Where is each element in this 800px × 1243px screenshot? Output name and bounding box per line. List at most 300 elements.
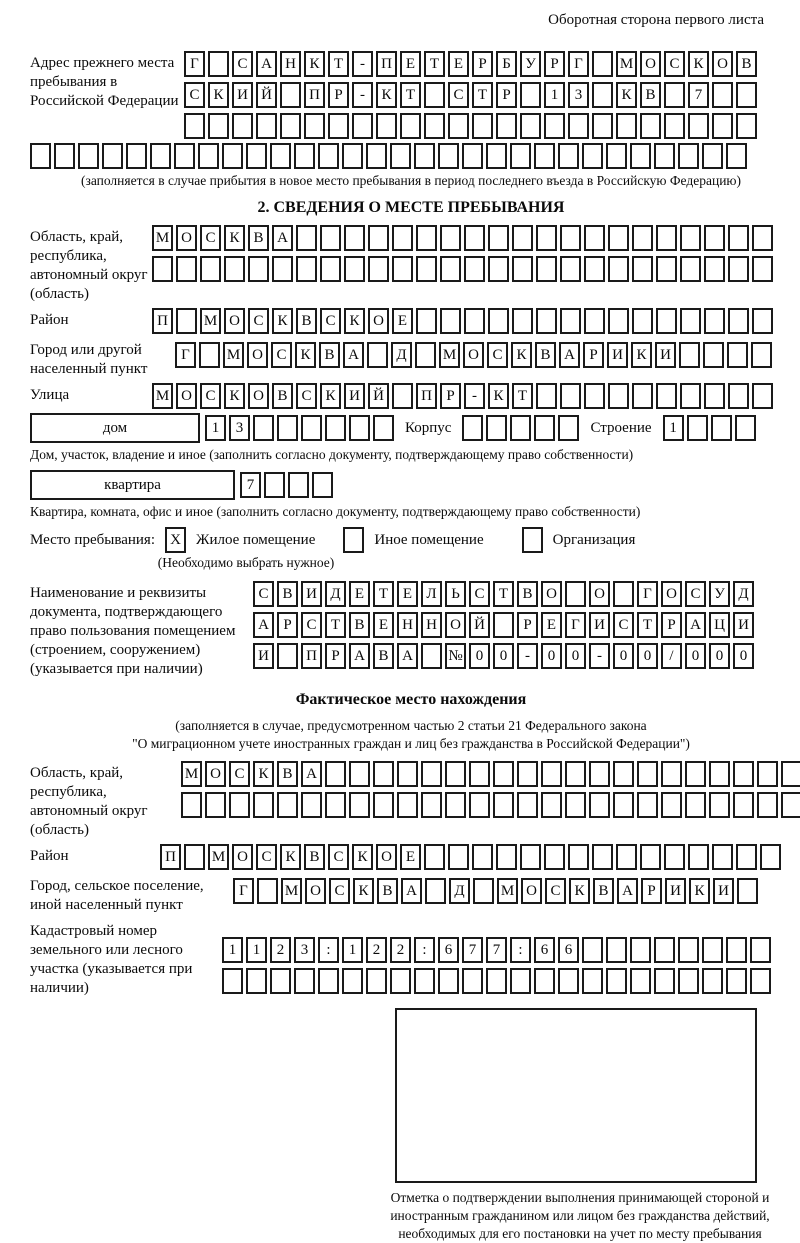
char-cell[interactable] xyxy=(301,792,322,818)
char-cell[interactable]: 1 xyxy=(342,937,363,963)
char-cell[interactable]: К xyxy=(376,82,397,108)
char-cell[interactable] xyxy=(616,844,637,870)
char-cell[interactable] xyxy=(703,342,724,368)
char-cell[interactable]: К xyxy=(253,761,274,787)
char-cell[interactable]: С xyxy=(200,225,221,251)
char-cell[interactable]: А xyxy=(343,342,364,368)
char-cell[interactable]: 3 xyxy=(229,415,250,441)
char-cell[interactable] xyxy=(736,82,757,108)
char-cell[interactable] xyxy=(584,383,605,409)
char-cell[interactable]: М xyxy=(200,308,221,334)
char-cell[interactable] xyxy=(277,643,298,669)
char-cell[interactable] xyxy=(199,342,220,368)
char-cell[interactable] xyxy=(709,792,730,818)
char-cell[interactable]: В xyxy=(373,643,394,669)
char-cell[interactable]: С xyxy=(296,383,317,409)
char-cell[interactable]: Й xyxy=(469,612,490,638)
char-cell[interactable] xyxy=(679,342,700,368)
char-cell[interactable] xyxy=(751,342,772,368)
char-cell[interactable]: О xyxy=(521,878,542,904)
char-cell[interactable] xyxy=(757,761,778,787)
char-cell[interactable]: 0 xyxy=(493,643,514,669)
char-cell[interactable] xyxy=(584,256,605,282)
char-cell[interactable] xyxy=(368,225,389,251)
char-cell[interactable]: В xyxy=(640,82,661,108)
char-cell[interactable]: Т xyxy=(328,51,349,77)
char-cell[interactable] xyxy=(424,82,445,108)
char-cell[interactable]: К xyxy=(224,225,245,251)
char-cell[interactable] xyxy=(606,937,627,963)
char-cell[interactable] xyxy=(464,308,485,334)
char-cell[interactable]: С xyxy=(229,761,250,787)
char-cell[interactable]: М xyxy=(439,342,460,368)
char-cell[interactable]: С xyxy=(328,844,349,870)
char-cell[interactable]: А xyxy=(401,878,422,904)
char-cell[interactable] xyxy=(536,256,557,282)
char-cell[interactable]: Г xyxy=(568,51,589,77)
char-cell[interactable]: М xyxy=(208,844,229,870)
char-cell[interactable] xyxy=(272,256,293,282)
char-cell[interactable]: О xyxy=(661,581,682,607)
char-cell[interactable]: В xyxy=(319,342,340,368)
char-cell[interactable] xyxy=(366,143,387,169)
char-cell[interactable] xyxy=(246,968,267,994)
char-cell[interactable]: № xyxy=(445,643,466,669)
char-cell[interactable] xyxy=(54,143,75,169)
char-cell[interactable]: С xyxy=(487,342,508,368)
char-cell[interactable] xyxy=(640,113,661,139)
char-cell[interactable] xyxy=(126,143,147,169)
char-cell[interactable]: А xyxy=(301,761,322,787)
char-cell[interactable]: Р xyxy=(277,612,298,638)
char-cell[interactable] xyxy=(352,113,373,139)
stay-type-checkbox-zhiloe[interactable]: X xyxy=(165,527,186,553)
char-cell[interactable] xyxy=(397,761,418,787)
char-cell[interactable] xyxy=(342,968,363,994)
char-cell[interactable] xyxy=(656,256,677,282)
char-cell[interactable]: : xyxy=(414,937,435,963)
char-cell[interactable]: И xyxy=(665,878,686,904)
char-cell[interactable] xyxy=(656,308,677,334)
char-cell[interactable] xyxy=(613,792,634,818)
char-cell[interactable]: В xyxy=(377,878,398,904)
char-cell[interactable] xyxy=(678,968,699,994)
char-cell[interactable] xyxy=(277,415,298,441)
char-cell[interactable]: Н xyxy=(421,612,442,638)
char-cell[interactable] xyxy=(589,761,610,787)
char-cell[interactable]: К xyxy=(272,308,293,334)
char-cell[interactable] xyxy=(630,143,651,169)
char-cell[interactable] xyxy=(632,308,653,334)
char-cell[interactable]: С xyxy=(253,581,274,607)
char-cell[interactable]: М xyxy=(223,342,244,368)
char-cell[interactable] xyxy=(416,308,437,334)
char-cell[interactable] xyxy=(296,256,317,282)
char-cell[interactable] xyxy=(680,225,701,251)
char-cell[interactable] xyxy=(534,143,555,169)
char-cell[interactable]: Б xyxy=(496,51,517,77)
char-cell[interactable] xyxy=(630,968,651,994)
char-cell[interactable]: Е xyxy=(541,612,562,638)
char-cell[interactable]: Т xyxy=(400,82,421,108)
char-cell[interactable]: М xyxy=(152,225,173,251)
char-cell[interactable]: Т xyxy=(512,383,533,409)
char-cell[interactable] xyxy=(294,143,315,169)
char-cell[interactable] xyxy=(709,761,730,787)
char-cell[interactable]: 2 xyxy=(390,937,411,963)
char-cell[interactable] xyxy=(656,383,677,409)
char-cell[interactable]: К xyxy=(353,878,374,904)
char-cell[interactable] xyxy=(462,415,483,441)
char-cell[interactable]: Е xyxy=(392,308,413,334)
char-cell[interactable]: 7 xyxy=(462,937,483,963)
char-cell[interactable]: К xyxy=(320,383,341,409)
char-cell[interactable]: А xyxy=(253,612,274,638)
char-cell[interactable] xyxy=(510,968,531,994)
char-cell[interactable]: С xyxy=(664,51,685,77)
char-cell[interactable] xyxy=(152,256,173,282)
char-cell[interactable]: - xyxy=(517,643,538,669)
char-cell[interactable]: 7 xyxy=(486,937,507,963)
char-cell[interactable]: Ь xyxy=(445,581,466,607)
char-cell[interactable]: Р xyxy=(496,82,517,108)
char-cell[interactable]: Е xyxy=(448,51,469,77)
char-cell[interactable]: 7 xyxy=(688,82,709,108)
char-cell[interactable] xyxy=(536,383,557,409)
char-cell[interactable] xyxy=(205,792,226,818)
char-cell[interactable]: - xyxy=(352,82,373,108)
char-cell[interactable] xyxy=(750,937,771,963)
char-cell[interactable] xyxy=(325,761,346,787)
char-cell[interactable]: О xyxy=(712,51,733,77)
char-cell[interactable] xyxy=(78,143,99,169)
char-cell[interactable] xyxy=(661,792,682,818)
char-cell[interactable] xyxy=(606,143,627,169)
char-cell[interactable]: О xyxy=(368,308,389,334)
char-cell[interactable] xyxy=(200,256,221,282)
char-cell[interactable] xyxy=(198,143,219,169)
char-cell[interactable]: Н xyxy=(397,612,418,638)
char-cell[interactable]: С xyxy=(329,878,350,904)
char-cell[interactable]: Т xyxy=(325,612,346,638)
char-cell[interactable]: К xyxy=(344,308,365,334)
char-cell[interactable]: О xyxy=(224,308,245,334)
char-cell[interactable]: И xyxy=(232,82,253,108)
char-cell[interactable] xyxy=(176,256,197,282)
char-cell[interactable] xyxy=(320,225,341,251)
char-cell[interactable] xyxy=(229,792,250,818)
char-cell[interactable] xyxy=(760,844,781,870)
char-cell[interactable]: 0 xyxy=(685,643,706,669)
char-cell[interactable] xyxy=(544,844,565,870)
char-cell[interactable] xyxy=(349,415,370,441)
char-cell[interactable]: - xyxy=(589,643,610,669)
char-cell[interactable]: М xyxy=(152,383,173,409)
char-cell[interactable] xyxy=(592,844,613,870)
char-cell[interactable] xyxy=(736,844,757,870)
char-cell[interactable] xyxy=(392,225,413,251)
char-cell[interactable] xyxy=(568,113,589,139)
char-cell[interactable]: Р xyxy=(544,51,565,77)
char-cell[interactable]: О xyxy=(376,844,397,870)
char-cell[interactable] xyxy=(253,415,274,441)
char-cell[interactable] xyxy=(488,225,509,251)
char-cell[interactable] xyxy=(687,415,708,441)
char-cell[interactable]: О xyxy=(541,581,562,607)
char-cell[interactable] xyxy=(349,792,370,818)
char-cell[interactable] xyxy=(728,308,749,334)
char-cell[interactable] xyxy=(373,792,394,818)
char-cell[interactable]: О xyxy=(176,383,197,409)
char-cell[interactable] xyxy=(512,225,533,251)
char-cell[interactable] xyxy=(752,383,773,409)
char-cell[interactable]: 0 xyxy=(637,643,658,669)
char-cell[interactable] xyxy=(208,113,229,139)
char-cell[interactable] xyxy=(541,792,562,818)
char-cell[interactable]: И xyxy=(344,383,365,409)
char-cell[interactable]: - xyxy=(352,51,373,77)
char-cell[interactable] xyxy=(440,256,461,282)
stay-type-checkbox-org[interactable] xyxy=(522,527,543,553)
char-cell[interactable]: А xyxy=(272,225,293,251)
char-cell[interactable]: 1 xyxy=(544,82,565,108)
char-cell[interactable] xyxy=(288,472,309,498)
char-cell[interactable] xyxy=(728,225,749,251)
char-cell[interactable] xyxy=(318,143,339,169)
char-cell[interactable] xyxy=(560,308,581,334)
char-cell[interactable] xyxy=(415,342,436,368)
char-cell[interactable] xyxy=(632,225,653,251)
char-cell[interactable]: К xyxy=(688,51,709,77)
char-cell[interactable] xyxy=(462,143,483,169)
char-cell[interactable] xyxy=(544,113,565,139)
char-cell[interactable] xyxy=(750,968,771,994)
char-cell[interactable] xyxy=(737,878,758,904)
char-cell[interactable] xyxy=(534,968,555,994)
char-cell[interactable]: В xyxy=(277,761,298,787)
char-cell[interactable] xyxy=(520,82,541,108)
char-cell[interactable]: Н xyxy=(280,51,301,77)
char-cell[interactable]: Р xyxy=(328,82,349,108)
char-cell[interactable] xyxy=(678,937,699,963)
char-cell[interactable]: В xyxy=(248,225,269,251)
char-cell[interactable] xyxy=(616,113,637,139)
char-cell[interactable] xyxy=(541,761,562,787)
char-cell[interactable] xyxy=(373,415,394,441)
char-cell[interactable] xyxy=(510,415,531,441)
char-cell[interactable]: П xyxy=(152,308,173,334)
char-cell[interactable]: В xyxy=(296,308,317,334)
char-cell[interactable] xyxy=(661,761,682,787)
char-cell[interactable]: А xyxy=(685,612,706,638)
char-cell[interactable]: М xyxy=(281,878,302,904)
char-cell[interactable]: 0 xyxy=(469,643,490,669)
char-cell[interactable] xyxy=(472,113,493,139)
char-cell[interactable] xyxy=(445,761,466,787)
char-cell[interactable]: М xyxy=(181,761,202,787)
char-cell[interactable] xyxy=(565,792,586,818)
char-cell[interactable] xyxy=(257,878,278,904)
char-cell[interactable]: О xyxy=(248,383,269,409)
char-cell[interactable]: Р xyxy=(583,342,604,368)
char-cell[interactable]: С xyxy=(301,612,322,638)
char-cell[interactable] xyxy=(656,225,677,251)
char-cell[interactable]: 2 xyxy=(270,937,291,963)
char-cell[interactable] xyxy=(102,143,123,169)
char-cell[interactable]: К xyxy=(280,844,301,870)
char-cell[interactable] xyxy=(368,256,389,282)
char-cell[interactable] xyxy=(414,143,435,169)
char-cell[interactable] xyxy=(592,82,613,108)
char-cell[interactable] xyxy=(704,383,725,409)
char-cell[interactable] xyxy=(392,383,413,409)
char-cell[interactable] xyxy=(584,308,605,334)
char-cell[interactable] xyxy=(534,415,555,441)
char-cell[interactable]: И xyxy=(589,612,610,638)
char-cell[interactable]: Д xyxy=(391,342,412,368)
char-cell[interactable] xyxy=(685,761,706,787)
char-cell[interactable] xyxy=(296,225,317,251)
char-cell[interactable]: Р xyxy=(517,612,538,638)
char-cell[interactable]: Й xyxy=(368,383,389,409)
char-cell[interactable] xyxy=(425,878,446,904)
char-cell[interactable]: / xyxy=(661,643,682,669)
char-cell[interactable] xyxy=(448,113,469,139)
char-cell[interactable]: 1 xyxy=(205,415,226,441)
char-cell[interactable] xyxy=(181,792,202,818)
char-cell[interactable] xyxy=(637,792,658,818)
char-cell[interactable] xyxy=(270,143,291,169)
char-cell[interactable] xyxy=(277,792,298,818)
char-cell[interactable] xyxy=(256,113,277,139)
char-cell[interactable] xyxy=(424,113,445,139)
char-cell[interactable] xyxy=(728,256,749,282)
char-cell[interactable] xyxy=(558,968,579,994)
char-cell[interactable]: О xyxy=(445,612,466,638)
char-cell[interactable]: 0 xyxy=(709,643,730,669)
char-cell[interactable] xyxy=(520,113,541,139)
char-cell[interactable]: : xyxy=(510,937,531,963)
char-cell[interactable]: : xyxy=(318,937,339,963)
char-cell[interactable] xyxy=(704,256,725,282)
char-cell[interactable]: Г xyxy=(184,51,205,77)
char-cell[interactable]: 6 xyxy=(534,937,555,963)
char-cell[interactable]: 0 xyxy=(613,643,634,669)
char-cell[interactable]: 2 xyxy=(366,937,387,963)
char-cell[interactable] xyxy=(473,878,494,904)
char-cell[interactable] xyxy=(246,143,267,169)
char-cell[interactable] xyxy=(312,472,333,498)
char-cell[interactable] xyxy=(320,256,341,282)
char-cell[interactable] xyxy=(30,143,51,169)
char-cell[interactable]: С xyxy=(613,612,634,638)
char-cell[interactable] xyxy=(208,51,229,77)
char-cell[interactable]: С xyxy=(545,878,566,904)
char-cell[interactable]: 3 xyxy=(568,82,589,108)
char-cell[interactable] xyxy=(736,113,757,139)
char-cell[interactable]: К xyxy=(488,383,509,409)
char-cell[interactable]: М xyxy=(497,878,518,904)
char-cell[interactable] xyxy=(613,761,634,787)
char-cell[interactable]: Г xyxy=(233,878,254,904)
char-cell[interactable] xyxy=(781,792,800,818)
char-cell[interactable] xyxy=(512,308,533,334)
char-cell[interactable]: П xyxy=(376,51,397,77)
char-cell[interactable] xyxy=(584,225,605,251)
char-cell[interactable] xyxy=(486,415,507,441)
char-cell[interactable] xyxy=(726,143,747,169)
char-cell[interactable]: К xyxy=(208,82,229,108)
char-cell[interactable]: О xyxy=(463,342,484,368)
char-cell[interactable] xyxy=(342,143,363,169)
char-cell[interactable] xyxy=(735,415,756,441)
char-cell[interactable]: В xyxy=(277,581,298,607)
char-cell[interactable] xyxy=(390,968,411,994)
char-cell[interactable]: М xyxy=(616,51,637,77)
char-cell[interactable] xyxy=(664,113,685,139)
char-cell[interactable] xyxy=(560,225,581,251)
char-cell[interactable] xyxy=(640,844,661,870)
char-cell[interactable] xyxy=(174,143,195,169)
char-cell[interactable]: К xyxy=(224,383,245,409)
char-cell[interactable] xyxy=(224,256,245,282)
char-cell[interactable]: В xyxy=(272,383,293,409)
char-cell[interactable] xyxy=(752,256,773,282)
char-cell[interactable]: О xyxy=(232,844,253,870)
char-cell[interactable] xyxy=(493,612,514,638)
char-cell[interactable]: Р xyxy=(440,383,461,409)
char-cell[interactable] xyxy=(517,761,538,787)
char-cell[interactable]: К xyxy=(631,342,652,368)
char-cell[interactable] xyxy=(349,761,370,787)
char-cell[interactable] xyxy=(294,968,315,994)
char-cell[interactable] xyxy=(493,792,514,818)
char-cell[interactable] xyxy=(632,256,653,282)
char-cell[interactable]: 0 xyxy=(541,643,562,669)
char-cell[interactable]: Т xyxy=(637,612,658,638)
char-cell[interactable]: Й xyxy=(256,82,277,108)
char-cell[interactable] xyxy=(733,792,754,818)
char-cell[interactable]: О xyxy=(176,225,197,251)
char-cell[interactable]: Р xyxy=(472,51,493,77)
char-cell[interactable]: П xyxy=(304,82,325,108)
char-cell[interactable] xyxy=(680,383,701,409)
char-cell[interactable] xyxy=(688,113,709,139)
char-cell[interactable] xyxy=(608,225,629,251)
char-cell[interactable]: Г xyxy=(175,342,196,368)
char-cell[interactable] xyxy=(421,761,442,787)
char-cell[interactable]: А xyxy=(617,878,638,904)
char-cell[interactable] xyxy=(464,256,485,282)
char-cell[interactable]: Е xyxy=(373,612,394,638)
char-cell[interactable] xyxy=(712,82,733,108)
char-cell[interactable] xyxy=(176,308,197,334)
char-cell[interactable] xyxy=(270,968,291,994)
char-cell[interactable] xyxy=(565,581,586,607)
char-cell[interactable] xyxy=(536,308,557,334)
char-cell[interactable] xyxy=(421,643,442,669)
char-cell[interactable]: Ц xyxy=(709,612,730,638)
char-cell[interactable]: Т xyxy=(493,581,514,607)
char-cell[interactable] xyxy=(488,256,509,282)
char-cell[interactable] xyxy=(608,256,629,282)
char-cell[interactable]: И xyxy=(607,342,628,368)
char-cell[interactable] xyxy=(469,761,490,787)
char-cell[interactable] xyxy=(582,143,603,169)
char-cell[interactable] xyxy=(325,792,346,818)
char-cell[interactable] xyxy=(685,792,706,818)
char-cell[interactable] xyxy=(664,844,685,870)
